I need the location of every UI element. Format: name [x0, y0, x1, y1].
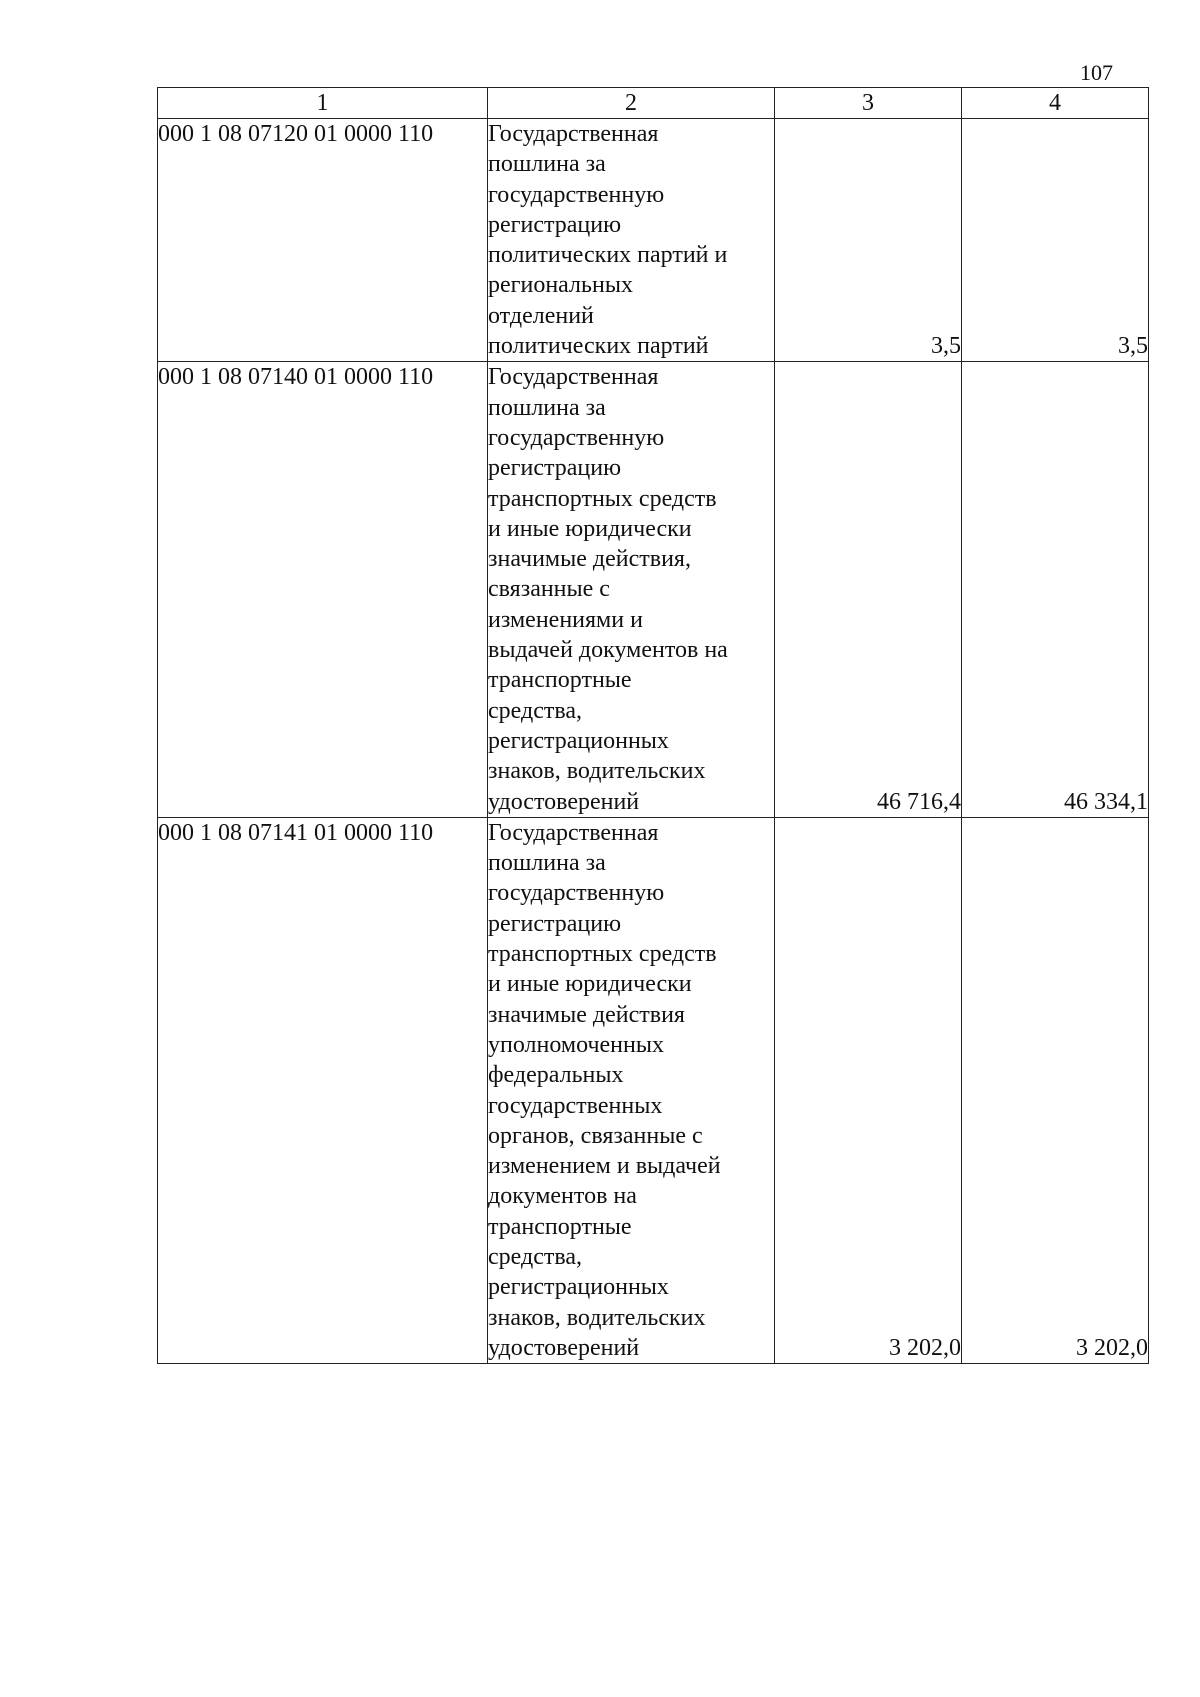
description-line: и иные юридически [488, 515, 692, 542]
description-line: пошлина за [488, 151, 606, 178]
description-line: регистрацию [488, 910, 622, 937]
description-line: транспортных средств [488, 941, 717, 968]
description-line: транспортные [488, 667, 632, 694]
description-line: государственную [488, 424, 665, 451]
budget-table [157, 87, 1149, 1364]
description-line: регистрационных [488, 727, 669, 754]
amount-column-4-cell: 3,5 [962, 119, 1149, 362]
description-line: федеральных [488, 1062, 624, 1089]
budget-code-cell: 000 1 08 07120 01 0000 110 [158, 119, 488, 362]
description-line: регистрацию [488, 211, 622, 238]
description-line: удостоверений [488, 1334, 640, 1361]
description-line: Государственная [488, 819, 659, 846]
description-line: знаков, водительских [488, 1304, 706, 1331]
description-line: регистрацию [488, 455, 622, 482]
description-line: органов, связанные с [488, 1122, 703, 1149]
description-line: политических партий [488, 333, 709, 360]
description-cell [488, 817, 775, 1363]
description-line: государственную [488, 880, 665, 907]
amount-column-3-cell: 3 202,0 [775, 817, 962, 1363]
amount-column-4-cell: 3 202,0 [962, 817, 1149, 1363]
header-row [158, 88, 1149, 119]
description-line: выдачей документов на [488, 637, 728, 664]
amount-column-4-cell: 46 334,1 [962, 362, 1149, 817]
description-line: и иные юридически [488, 971, 692, 998]
description-line: государственных [488, 1092, 663, 1119]
description-line: Государственная [488, 364, 659, 391]
description-line: средства, [488, 697, 583, 724]
description-line: значимые действия [488, 1001, 685, 1028]
description-line: знаков, водительских [488, 758, 706, 785]
column-header-3: 3 [775, 88, 962, 119]
description-line: уполномоченных [488, 1031, 664, 1058]
description-line: государственную [488, 181, 665, 208]
description-line: изменениями и [488, 606, 643, 633]
description-line: документов на [488, 1183, 637, 1210]
description-line: Государственная [488, 121, 659, 147]
amount-column-3-cell: 3,5 [775, 119, 962, 362]
page-number: 107 [1080, 60, 1113, 85]
table-header [158, 88, 1149, 119]
description-line: средства, [488, 1243, 583, 1270]
column-header-2: 2 [488, 88, 775, 119]
budget-code-cell: 000 1 08 07141 01 0000 110 [158, 817, 488, 1363]
description-cell [488, 362, 775, 817]
column-header-1: 1 [158, 88, 488, 119]
table-row [158, 119, 1149, 362]
description-line: изменением и выдачей [488, 1153, 721, 1180]
description-line: транспортные [488, 1213, 632, 1240]
description-line: удостоверений [488, 788, 640, 815]
description-cell [488, 119, 775, 362]
description-line: пошлина за [488, 850, 606, 877]
description-line: региональных [488, 272, 633, 299]
column-header-4: 4 [962, 88, 1149, 119]
amount-column-3-cell: 46 716,4 [775, 362, 962, 817]
table-row [158, 362, 1149, 817]
description-line: регистрационных [488, 1274, 669, 1301]
budget-code-cell: 000 1 08 07140 01 0000 110 [158, 362, 488, 817]
description-line: транспортных средств [488, 485, 717, 512]
description-line: политических партий и [488, 242, 728, 269]
description-line: значимые действия, [488, 546, 691, 573]
description-line: отделений [488, 302, 594, 329]
table-body [158, 119, 1149, 1364]
description-line: связанные с [488, 576, 610, 603]
description-line: пошлина за [488, 394, 606, 421]
table-row [158, 817, 1149, 1363]
